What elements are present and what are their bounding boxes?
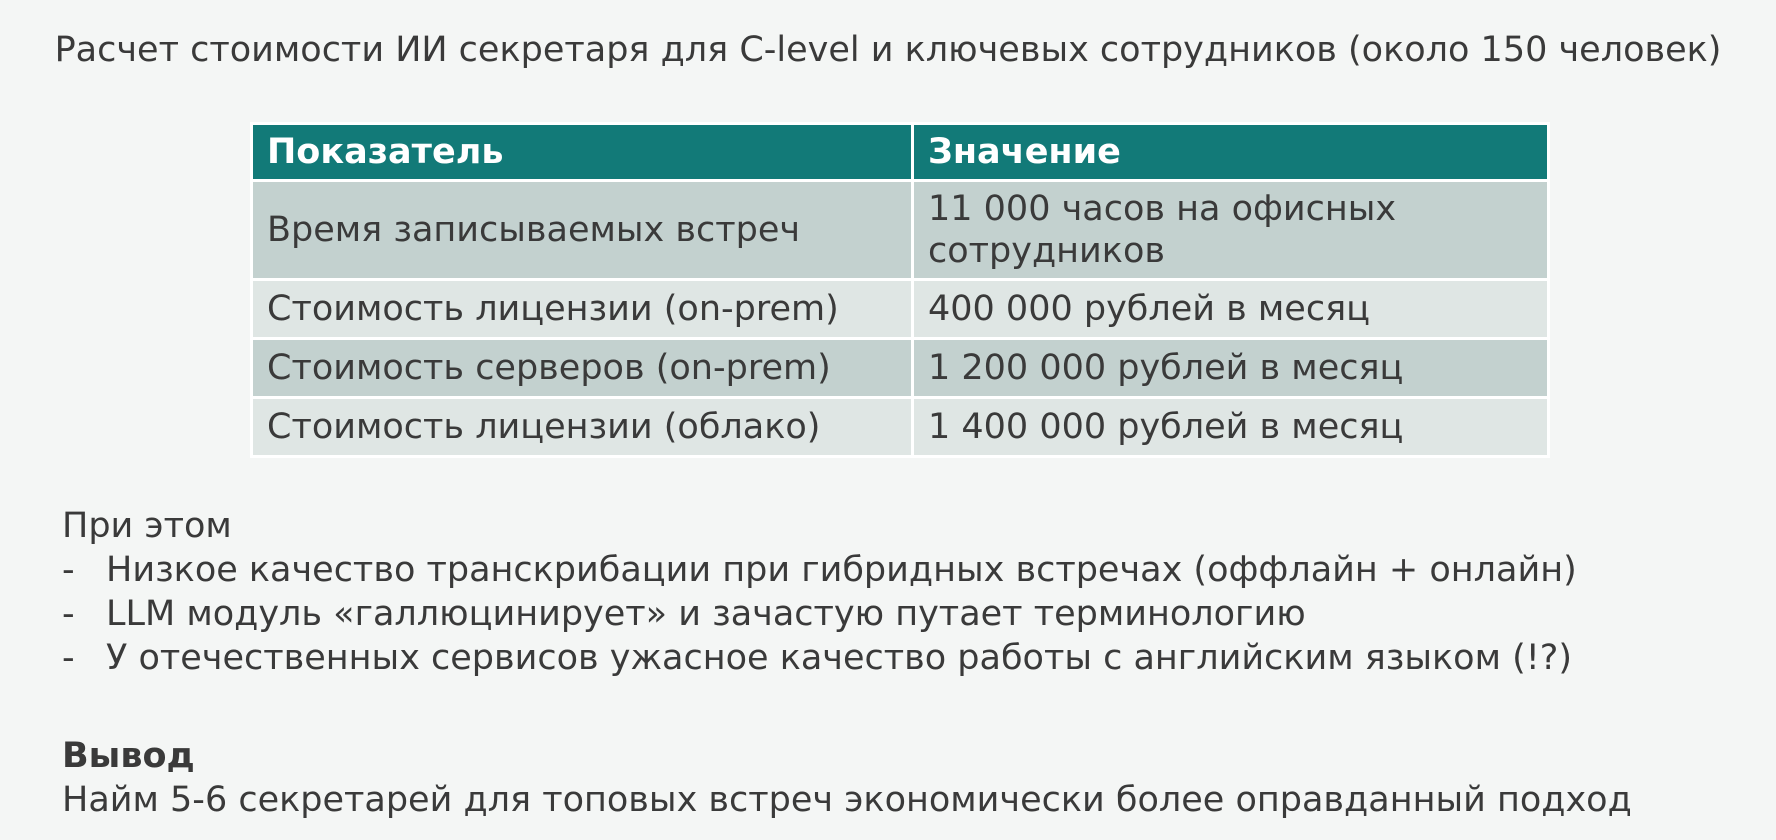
list-item — [62, 548, 1577, 592]
table-cell-value: 11 000 часов на офисных сотрудников — [913, 181, 1549, 280]
notes-intro: При этом — [62, 506, 232, 546]
table-header-row — [252, 124, 1549, 181]
conclusion-heading: Вывод — [62, 736, 195, 776]
table-cell-indicator: Стоимость серверов (on-prem) — [252, 339, 913, 398]
table-row — [252, 339, 1549, 398]
table-row — [252, 280, 1549, 339]
bullet-text: LLM модуль «галлюцинирует» и зачастую путает терминологию — [106, 594, 1306, 634]
table-row — [252, 181, 1549, 280]
table-cell-value: 1 400 000 рублей в месяц — [913, 398, 1549, 457]
cost-table — [250, 122, 1550, 458]
column-header-indicator: Показатель — [252, 124, 913, 181]
column-header-value: Значение — [913, 124, 1549, 181]
bullet-marker: - — [62, 638, 75, 678]
slide-title: Расчет стоимости ИИ секретаря для C-level и ключевых сотрудников (около 150 человек) — [54, 30, 1722, 70]
list-item — [62, 592, 1577, 636]
notes-block — [62, 504, 1577, 680]
bullet-marker: - — [62, 594, 75, 634]
table-row — [252, 398, 1549, 457]
bullet-text: Низкое качество транскрибации при гибридных встречах (оффлайн + онлайн) — [106, 550, 1577, 590]
conclusion-block — [62, 734, 1632, 822]
bullet-marker: - — [62, 550, 75, 590]
table-cell-indicator: Время записываемых встреч — [252, 181, 913, 280]
table-cell-indicator: Стоимость лицензии (облако) — [252, 398, 913, 457]
bullet-text: У отечественных сервисов ужасное качество работы с английским языком (!?) — [106, 638, 1573, 678]
table-cell-value: 1 200 000 рублей в месяц — [913, 339, 1549, 398]
conclusion-text: Найм 5-6 секретарей для топовых встреч экономически более оправданный подход — [62, 780, 1632, 820]
list-item — [62, 636, 1577, 680]
table-cell-value: 400 000 рублей в месяц — [913, 280, 1549, 339]
table-cell-indicator: Стоимость лицензии (on-prem) — [252, 280, 913, 339]
